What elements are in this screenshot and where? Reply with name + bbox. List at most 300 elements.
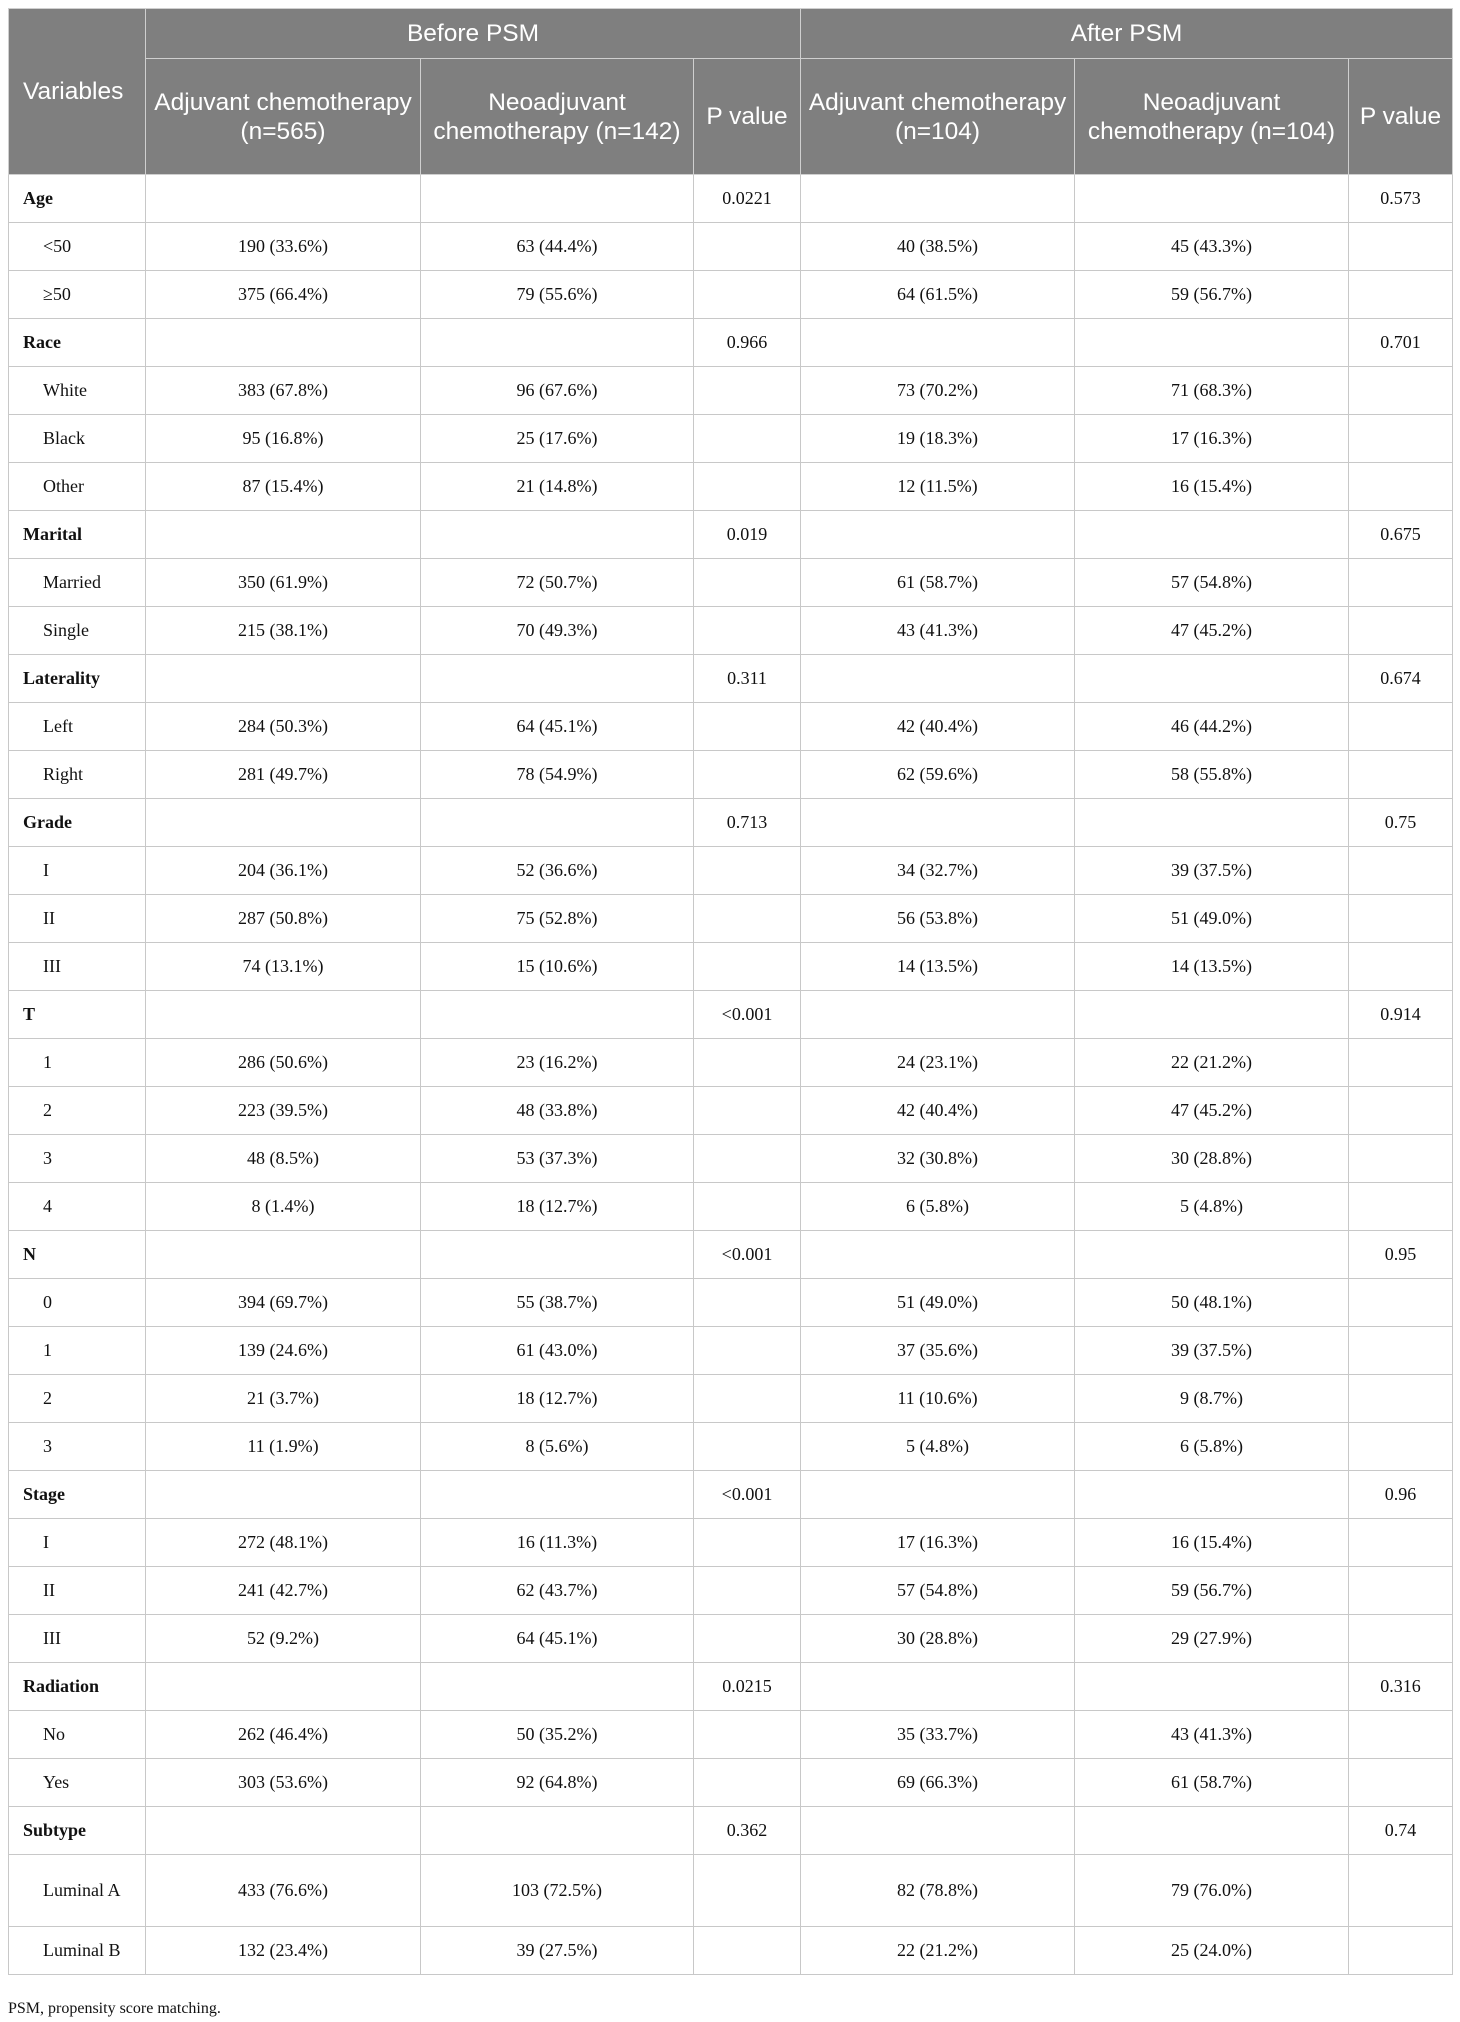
neoadjuvant-before-cell: 50 (35.2%) <box>421 1711 694 1759</box>
p-value-after-cell: 0.675 <box>1349 511 1453 559</box>
p-value-before-cell <box>694 1087 801 1135</box>
adjuvant-before-cell: 383 (67.8%) <box>146 367 421 415</box>
table-body <box>9 175 1453 1975</box>
neoadjuvant-before-cell: 16 (11.3%) <box>421 1519 694 1567</box>
adjuvant-after-cell: 37 (35.6%) <box>801 1327 1075 1375</box>
neoadjuvant-before-cell <box>421 1663 694 1711</box>
variable-cell: 3 <box>9 1423 146 1471</box>
p-value-after-cell: 0.701 <box>1349 319 1453 367</box>
table-row <box>9 943 1453 991</box>
table-group-row <box>9 1663 1453 1711</box>
p-value-after-cell <box>1349 751 1453 799</box>
variable-cell: 4 <box>9 1183 146 1231</box>
p-value-before-cell: 0.0215 <box>694 1663 801 1711</box>
adjuvant-after-cell: 64 (61.5%) <box>801 271 1075 319</box>
table-row <box>9 1759 1453 1807</box>
neoadjuvant-before-cell: 75 (52.8%) <box>421 895 694 943</box>
neoadjuvant-after-cell: 47 (45.2%) <box>1075 607 1349 655</box>
variable-cell: White <box>9 367 146 415</box>
p-value-before-cell <box>694 1567 801 1615</box>
neoadjuvant-after-cell: 59 (56.7%) <box>1075 271 1349 319</box>
neoadjuvant-before-cell: 18 (12.7%) <box>421 1183 694 1231</box>
adjuvant-after-cell: 57 (54.8%) <box>801 1567 1075 1615</box>
adjuvant-after-cell: 40 (38.5%) <box>801 223 1075 271</box>
variable-cell: 1 <box>9 1039 146 1087</box>
table-row <box>9 223 1453 271</box>
table-group-row <box>9 799 1453 847</box>
p-value-after-cell <box>1349 943 1453 991</box>
variable-cell: 1 <box>9 1327 146 1375</box>
table-row <box>9 559 1453 607</box>
table-group-row <box>9 1471 1453 1519</box>
adjuvant-after-cell <box>801 511 1075 559</box>
p-value-before-cell <box>694 1375 801 1423</box>
neoadjuvant-after-cell: 16 (15.4%) <box>1075 1519 1349 1567</box>
variable-cell: Age <box>9 175 146 223</box>
table-row <box>9 1087 1453 1135</box>
p-value-before-cell: 0.019 <box>694 511 801 559</box>
p-value-before-cell: <0.001 <box>694 1231 801 1279</box>
p-value-after-cell <box>1349 1855 1453 1927</box>
neoadjuvant-after-cell: 45 (43.3%) <box>1075 223 1349 271</box>
p-value-before-cell <box>694 703 801 751</box>
p-value-before-cell <box>694 1615 801 1663</box>
neoadjuvant-after-cell: 71 (68.3%) <box>1075 367 1349 415</box>
variable-cell: Other <box>9 463 146 511</box>
neoadjuvant-before-cell: 15 (10.6%) <box>421 943 694 991</box>
adjuvant-before-cell: 48 (8.5%) <box>146 1135 421 1183</box>
p-value-before-cell <box>694 1759 801 1807</box>
table-row <box>9 1135 1453 1183</box>
adjuvant-after-cell: 61 (58.7%) <box>801 559 1075 607</box>
adjuvant-after-cell: 19 (18.3%) <box>801 415 1075 463</box>
p-value-before-cell <box>694 943 801 991</box>
variable-cell: Grade <box>9 799 146 847</box>
p-value-after-cell <box>1349 1087 1453 1135</box>
adjuvant-after-cell <box>801 319 1075 367</box>
variable-cell: Yes <box>9 1759 146 1807</box>
variable-cell: Subtype <box>9 1807 146 1855</box>
p-value-after-cell <box>1349 1423 1453 1471</box>
adjuvant-before-cell <box>146 1663 421 1711</box>
p-value-before-cell <box>694 367 801 415</box>
neoadjuvant-before-cell <box>421 1231 694 1279</box>
variable-cell: III <box>9 943 146 991</box>
adjuvant-before-cell: 281 (49.7%) <box>146 751 421 799</box>
p-value-after-cell: 0.95 <box>1349 1231 1453 1279</box>
variable-cell: Laterality <box>9 655 146 703</box>
adjuvant-before-cell <box>146 991 421 1039</box>
adjuvant-before-cell: 74 (13.1%) <box>146 943 421 991</box>
adjuvant-before-cell <box>146 799 421 847</box>
table-row <box>9 1615 1453 1663</box>
p-value-before-cell <box>694 1135 801 1183</box>
p-value-before-cell <box>694 895 801 943</box>
neoadjuvant-before-cell: 70 (49.3%) <box>421 607 694 655</box>
p-value-before-cell <box>694 463 801 511</box>
adjuvant-before-cell <box>146 1471 421 1519</box>
p-value-after-cell: 0.914 <box>1349 991 1453 1039</box>
adjuvant-before-cell: 215 (38.1%) <box>146 607 421 655</box>
adjuvant-after-cell: 82 (78.8%) <box>801 1855 1075 1927</box>
neoadjuvant-before-cell: 8 (5.6%) <box>421 1423 694 1471</box>
neoadjuvant-before-cell <box>421 991 694 1039</box>
table-row <box>9 751 1453 799</box>
neoadjuvant-before-cell <box>421 799 694 847</box>
neoadjuvant-after-cell <box>1075 655 1349 703</box>
p-value-after-cell <box>1349 1375 1453 1423</box>
neoadjuvant-before-cell: 63 (44.4%) <box>421 223 694 271</box>
p-value-after-cell <box>1349 895 1453 943</box>
table-row <box>9 463 1453 511</box>
adjuvant-after-cell <box>801 1471 1075 1519</box>
neoadjuvant-after-cell <box>1075 1471 1349 1519</box>
variable-cell: Radiation <box>9 1663 146 1711</box>
neoadjuvant-after-cell <box>1075 1663 1349 1711</box>
table-row <box>9 1927 1453 1975</box>
p-value-before-cell <box>694 847 801 895</box>
p-value-before-cell <box>694 1183 801 1231</box>
adjuvant-before-cell: 190 (33.6%) <box>146 223 421 271</box>
variable-cell: 0 <box>9 1279 146 1327</box>
adjuvant-after-cell <box>801 1807 1075 1855</box>
neoadjuvant-after-cell: 29 (27.9%) <box>1075 1615 1349 1663</box>
adjuvant-after-cell <box>801 175 1075 223</box>
p-value-before-cell <box>694 223 801 271</box>
p-value-after-cell <box>1349 1279 1453 1327</box>
neoadjuvant-after-cell: 39 (37.5%) <box>1075 847 1349 895</box>
adjuvant-before-cell: 11 (1.9%) <box>146 1423 421 1471</box>
neoadjuvant-after-cell: 25 (24.0%) <box>1075 1927 1349 1975</box>
p-value-after-cell <box>1349 1519 1453 1567</box>
adjuvant-before-cell: 132 (23.4%) <box>146 1927 421 1975</box>
table-group-row <box>9 991 1453 1039</box>
neoadjuvant-before-cell: 79 (55.6%) <box>421 271 694 319</box>
p-value-before-cell <box>694 1039 801 1087</box>
variable-cell: ≥50 <box>9 271 146 319</box>
p-value-before-cell: 0.362 <box>694 1807 801 1855</box>
variable-cell: I <box>9 1519 146 1567</box>
variable-cell: Single <box>9 607 146 655</box>
p-value-after-cell <box>1349 271 1453 319</box>
adjuvant-after-cell: 32 (30.8%) <box>801 1135 1075 1183</box>
neoadjuvant-before-cell: 48 (33.8%) <box>421 1087 694 1135</box>
adjuvant-after-cell <box>801 799 1075 847</box>
table-row <box>9 1039 1453 1087</box>
p-value-before-cell <box>694 607 801 655</box>
neoadjuvant-after-cell: 39 (37.5%) <box>1075 1327 1349 1375</box>
neoadjuvant-after-cell: 61 (58.7%) <box>1075 1759 1349 1807</box>
neoadjuvant-after-cell: 16 (15.4%) <box>1075 463 1349 511</box>
neoadjuvant-before-cell: 64 (45.1%) <box>421 1615 694 1663</box>
p-value-before-cell <box>694 751 801 799</box>
adjuvant-after-cell: 14 (13.5%) <box>801 943 1075 991</box>
variable-cell: T <box>9 991 146 1039</box>
variable-cell: Stage <box>9 1471 146 1519</box>
p-value-after-cell: 0.96 <box>1349 1471 1453 1519</box>
neoadjuvant-before-cell: 72 (50.7%) <box>421 559 694 607</box>
table-row <box>9 271 1453 319</box>
p-value-after-cell <box>1349 1567 1453 1615</box>
adjuvant-after-cell: 12 (11.5%) <box>801 463 1075 511</box>
p-value-before-cell: 0.0221 <box>694 175 801 223</box>
variable-cell: N <box>9 1231 146 1279</box>
neoadjuvant-after-cell: 43 (41.3%) <box>1075 1711 1349 1759</box>
adjuvant-before-cell <box>146 1231 421 1279</box>
neoadjuvant-before-cell: 103 (72.5%) <box>421 1855 694 1927</box>
neoadjuvant-after-cell: 50 (48.1%) <box>1075 1279 1349 1327</box>
header-adjuvant-before: Adjuvant chemotherapy (n=565) <box>146 59 421 175</box>
p-value-after-cell: 0.75 <box>1349 799 1453 847</box>
adjuvant-after-cell: 56 (53.8%) <box>801 895 1075 943</box>
neoadjuvant-before-cell <box>421 319 694 367</box>
p-value-after-cell <box>1349 1183 1453 1231</box>
neoadjuvant-before-cell: 92 (64.8%) <box>421 1759 694 1807</box>
table-group-row <box>9 319 1453 367</box>
neoadjuvant-before-cell: 52 (36.6%) <box>421 847 694 895</box>
adjuvant-after-cell: 35 (33.7%) <box>801 1711 1075 1759</box>
adjuvant-after-cell <box>801 991 1075 1039</box>
adjuvant-before-cell: 350 (61.9%) <box>146 559 421 607</box>
p-value-before-cell <box>694 1927 801 1975</box>
table-row <box>9 1567 1453 1615</box>
adjuvant-before-cell: 272 (48.1%) <box>146 1519 421 1567</box>
neoadjuvant-after-cell: 79 (76.0%) <box>1075 1855 1349 1927</box>
neoadjuvant-before-cell <box>421 175 694 223</box>
table-row <box>9 1183 1453 1231</box>
p-value-after-cell: 0.573 <box>1349 175 1453 223</box>
neoadjuvant-before-cell <box>421 1471 694 1519</box>
neoadjuvant-before-cell: 18 (12.7%) <box>421 1375 694 1423</box>
variable-cell: Married <box>9 559 146 607</box>
adjuvant-before-cell <box>146 319 421 367</box>
p-value-after-cell <box>1349 1615 1453 1663</box>
variable-cell: Right <box>9 751 146 799</box>
p-value-before-cell <box>694 559 801 607</box>
p-value-before-cell <box>694 271 801 319</box>
table-header <box>9 9 1453 175</box>
adjuvant-before-cell: 394 (69.7%) <box>146 1279 421 1327</box>
neoadjuvant-after-cell: 59 (56.7%) <box>1075 1567 1349 1615</box>
adjuvant-before-cell: 262 (46.4%) <box>146 1711 421 1759</box>
header-before-psm: Before PSM <box>146 9 801 59</box>
neoadjuvant-after-cell: 6 (5.8%) <box>1075 1423 1349 1471</box>
neoadjuvant-before-cell <box>421 1807 694 1855</box>
adjuvant-before-cell: 21 (3.7%) <box>146 1375 421 1423</box>
neoadjuvant-after-cell <box>1075 799 1349 847</box>
p-value-before-cell <box>694 1855 801 1927</box>
variable-cell: II <box>9 1567 146 1615</box>
neoadjuvant-before-cell <box>421 655 694 703</box>
header-p-value-before: P value <box>694 59 801 175</box>
adjuvant-before-cell: 8 (1.4%) <box>146 1183 421 1231</box>
adjuvant-after-cell <box>801 655 1075 703</box>
psm-comparison-table <box>8 8 1453 1975</box>
adjuvant-before-cell: 241 (42.7%) <box>146 1567 421 1615</box>
neoadjuvant-after-cell <box>1075 1231 1349 1279</box>
p-value-after-cell <box>1349 367 1453 415</box>
p-value-before-cell <box>694 415 801 463</box>
table-row <box>9 367 1453 415</box>
adjuvant-after-cell: 42 (40.4%) <box>801 703 1075 751</box>
neoadjuvant-before-cell <box>421 511 694 559</box>
adjuvant-before-cell <box>146 511 421 559</box>
neoadjuvant-after-cell: 22 (21.2%) <box>1075 1039 1349 1087</box>
adjuvant-after-cell: 17 (16.3%) <box>801 1519 1075 1567</box>
neoadjuvant-before-cell: 39 (27.5%) <box>421 1927 694 1975</box>
neoadjuvant-after-cell: 17 (16.3%) <box>1075 415 1349 463</box>
neoadjuvant-before-cell: 64 (45.1%) <box>421 703 694 751</box>
variable-cell: I <box>9 847 146 895</box>
table-footnote: PSM, propensity score matching. <box>8 2000 221 2017</box>
table-row <box>9 847 1453 895</box>
adjuvant-before-cell: 223 (39.5%) <box>146 1087 421 1135</box>
p-value-before-cell <box>694 1519 801 1567</box>
p-value-after-cell <box>1349 1039 1453 1087</box>
neoadjuvant-after-cell: 5 (4.8%) <box>1075 1183 1349 1231</box>
variable-cell: 2 <box>9 1375 146 1423</box>
p-value-before-cell <box>694 1711 801 1759</box>
p-value-after-cell <box>1349 463 1453 511</box>
p-value-before-cell: 0.311 <box>694 655 801 703</box>
neoadjuvant-before-cell: 21 (14.8%) <box>421 463 694 511</box>
table-row <box>9 1711 1453 1759</box>
neoadjuvant-after-cell <box>1075 991 1349 1039</box>
neoadjuvant-after-cell: 14 (13.5%) <box>1075 943 1349 991</box>
neoadjuvant-after-cell: 51 (49.0%) <box>1075 895 1349 943</box>
adjuvant-before-cell <box>146 1807 421 1855</box>
p-value-after-cell: 0.74 <box>1349 1807 1453 1855</box>
neoadjuvant-after-cell: 58 (55.8%) <box>1075 751 1349 799</box>
adjuvant-after-cell: 34 (32.7%) <box>801 847 1075 895</box>
table-row <box>9 1855 1453 1927</box>
adjuvant-before-cell: 375 (66.4%) <box>146 271 421 319</box>
neoadjuvant-before-cell: 25 (17.6%) <box>421 415 694 463</box>
p-value-before-cell: 0.966 <box>694 319 801 367</box>
variable-cell: Left <box>9 703 146 751</box>
adjuvant-after-cell: 5 (4.8%) <box>801 1423 1075 1471</box>
header-adjuvant-after: Adjuvant chemotherapy (n=104) <box>801 59 1075 175</box>
table-group-row <box>9 1231 1453 1279</box>
neoadjuvant-before-cell: 61 (43.0%) <box>421 1327 694 1375</box>
p-value-after-cell <box>1349 559 1453 607</box>
table-row <box>9 703 1453 751</box>
adjuvant-before-cell: 284 (50.3%) <box>146 703 421 751</box>
neoadjuvant-after-cell <box>1075 1807 1349 1855</box>
variable-cell: II <box>9 895 146 943</box>
p-value-after-cell <box>1349 1927 1453 1975</box>
header-neoadjuvant-after: Neoadjuvant chemotherapy (n=104) <box>1075 59 1349 175</box>
header-variables: Variables <box>9 9 146 175</box>
variable-cell: 3 <box>9 1135 146 1183</box>
p-value-after-cell: 0.674 <box>1349 655 1453 703</box>
p-value-before-cell: <0.001 <box>694 1471 801 1519</box>
p-value-before-cell <box>694 1327 801 1375</box>
adjuvant-before-cell: 303 (53.6%) <box>146 1759 421 1807</box>
table-row <box>9 1519 1453 1567</box>
header-p-value-after: P value <box>1349 59 1453 175</box>
neoadjuvant-after-cell: 47 (45.2%) <box>1075 1087 1349 1135</box>
p-value-after-cell <box>1349 223 1453 271</box>
table-row <box>9 1279 1453 1327</box>
neoadjuvant-before-cell: 96 (67.6%) <box>421 367 694 415</box>
table-row <box>9 895 1453 943</box>
adjuvant-before-cell <box>146 175 421 223</box>
p-value-before-cell <box>694 1279 801 1327</box>
adjuvant-after-cell: 43 (41.3%) <box>801 607 1075 655</box>
neoadjuvant-after-cell: 30 (28.8%) <box>1075 1135 1349 1183</box>
variable-cell: Luminal A <box>9 1855 146 1927</box>
neoadjuvant-after-cell <box>1075 511 1349 559</box>
adjuvant-after-cell: 69 (66.3%) <box>801 1759 1075 1807</box>
table-group-row <box>9 511 1453 559</box>
neoadjuvant-before-cell: 23 (16.2%) <box>421 1039 694 1087</box>
neoadjuvant-before-cell: 78 (54.9%) <box>421 751 694 799</box>
variable-cell: No <box>9 1711 146 1759</box>
table-group-row <box>9 175 1453 223</box>
table-row <box>9 1327 1453 1375</box>
p-value-after-cell <box>1349 703 1453 751</box>
header-after-psm: After PSM <box>801 9 1453 59</box>
neoadjuvant-before-cell: 53 (37.3%) <box>421 1135 694 1183</box>
adjuvant-before-cell: 139 (24.6%) <box>146 1327 421 1375</box>
adjuvant-before-cell: 287 (50.8%) <box>146 895 421 943</box>
adjuvant-after-cell: 42 (40.4%) <box>801 1087 1075 1135</box>
adjuvant-before-cell: 52 (9.2%) <box>146 1615 421 1663</box>
adjuvant-after-cell: 24 (23.1%) <box>801 1039 1075 1087</box>
p-value-before-cell: <0.001 <box>694 991 801 1039</box>
table-row <box>9 415 1453 463</box>
adjuvant-before-cell: 204 (36.1%) <box>146 847 421 895</box>
table-row <box>9 1375 1453 1423</box>
neoadjuvant-after-cell <box>1075 175 1349 223</box>
p-value-after-cell <box>1349 1135 1453 1183</box>
neoadjuvant-before-cell: 55 (38.7%) <box>421 1279 694 1327</box>
adjuvant-after-cell <box>801 1231 1075 1279</box>
variable-cell: Black <box>9 415 146 463</box>
table-row <box>9 1423 1453 1471</box>
adjuvant-after-cell: 62 (59.6%) <box>801 751 1075 799</box>
variable-cell: <50 <box>9 223 146 271</box>
table-group-row <box>9 1807 1453 1855</box>
neoadjuvant-after-cell: 57 (54.8%) <box>1075 559 1349 607</box>
adjuvant-after-cell: 51 (49.0%) <box>801 1279 1075 1327</box>
p-value-after-cell: 0.316 <box>1349 1663 1453 1711</box>
p-value-after-cell <box>1349 1759 1453 1807</box>
neoadjuvant-before-cell: 62 (43.7%) <box>421 1567 694 1615</box>
variable-cell: Marital <box>9 511 146 559</box>
variable-cell: Race <box>9 319 146 367</box>
header-neoadjuvant-before: Neoadjuvant chemotherapy (n=142) <box>421 59 694 175</box>
neoadjuvant-after-cell: 46 (44.2%) <box>1075 703 1349 751</box>
p-value-after-cell <box>1349 847 1453 895</box>
p-value-before-cell <box>694 1423 801 1471</box>
neoadjuvant-after-cell <box>1075 319 1349 367</box>
adjuvant-before-cell: 286 (50.6%) <box>146 1039 421 1087</box>
adjuvant-before-cell <box>146 655 421 703</box>
adjuvant-after-cell: 30 (28.8%) <box>801 1615 1075 1663</box>
variable-cell: III <box>9 1615 146 1663</box>
p-value-after-cell <box>1349 1711 1453 1759</box>
table-row <box>9 607 1453 655</box>
p-value-after-cell <box>1349 1327 1453 1375</box>
adjuvant-after-cell: 6 (5.8%) <box>801 1183 1075 1231</box>
adjuvant-after-cell <box>801 1663 1075 1711</box>
p-value-after-cell <box>1349 607 1453 655</box>
adjuvant-after-cell: 22 (21.2%) <box>801 1927 1075 1975</box>
adjuvant-before-cell: 87 (15.4%) <box>146 463 421 511</box>
p-value-after-cell <box>1349 415 1453 463</box>
